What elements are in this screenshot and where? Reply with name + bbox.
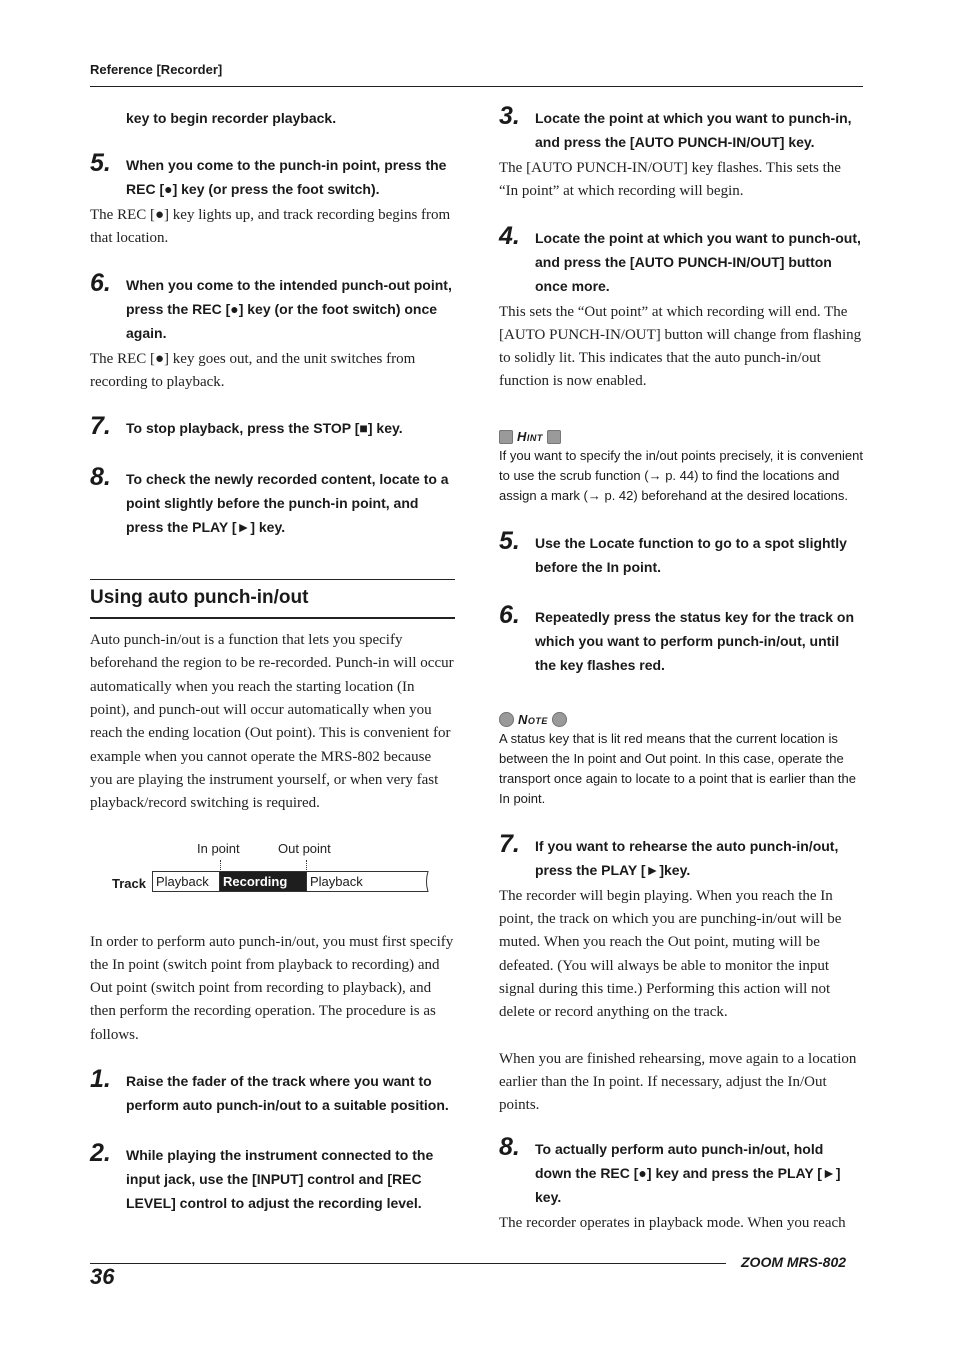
step-body: The recorder will begin playing. When you reach the In point, the track on which you are punching-in/out will be muted. When you reach the Out point, muting will be defeated. (You will always be able to monitor the input signal during this time.) Performing this action will not delete or record anything on the track. <box>499 887 842 1021</box>
track-end-curve <box>422 871 432 892</box>
step-number: 7. <box>90 412 111 441</box>
step-6 <box>499 600 863 677</box>
out-point-label: Out point <box>278 840 331 856</box>
step-number: 3. <box>499 102 520 130</box>
section-title: Using auto punch-in/out <box>90 587 309 609</box>
left-column <box>90 100 455 1215</box>
section-heading-block <box>90 579 455 619</box>
step-number: 6. <box>90 268 111 297</box>
step-instruction: To stop playback, press the STOP [■] key. <box>126 420 403 437</box>
hint-box <box>499 428 863 506</box>
note-circle-icon <box>499 712 514 727</box>
step-instruction: When you come to the punch-in point, press the REC [●] key (or press the foot switch). <box>126 157 447 197</box>
step-body: The recorder operates in playback mode. When you reach <box>499 1215 846 1232</box>
segment-recording: Recording <box>219 871 307 892</box>
section-rule <box>90 617 455 619</box>
step-instruction: Repeatedly press the status key for the track on which you want to perform punch-in/out, until the key flashes red. <box>535 608 854 673</box>
in-point-label: In point <box>197 840 240 856</box>
hint-square-icon <box>499 430 513 444</box>
step-5 <box>499 526 863 579</box>
step-instruction: Locate the point at which you want to punch-in, and press the [AUTO PUNCH-IN/OUT] key. <box>535 110 852 150</box>
step-instruction: When you come to the intended punch-out point, press the REC [●] key (or the foot switch) once again. <box>126 276 452 341</box>
step-7 <box>90 412 455 441</box>
track-label: Track <box>112 875 146 891</box>
step-3 <box>499 102 863 154</box>
hint-tag <box>499 428 863 446</box>
step-instruction: To check the newly recorded content, locate to a point slightly before the punch-in point, and press the PLAY [►] key. <box>126 471 449 536</box>
step-number: 2. <box>90 1139 111 1168</box>
step-4 <box>499 221 863 298</box>
step-1 <box>90 1065 455 1117</box>
header-rule <box>90 86 863 87</box>
step-5 <box>90 149 455 201</box>
intro-paragraph: Auto punch-in/out is a function that lets you specify beforehand the region to be re-recorded. Punch-in will occur automatically when you reach the starting location (In point), and punch-out will occur automatically when you reach the ending location (Out point). This is convenient for example when you cannot operate the MRS-802 because you are playing the instrument yourself, or when very fast playback/record switching is required. <box>90 632 454 812</box>
hint-text: If you want to specify the in/out points precisely, it is convenient to use the scrub function (→ p. 44) to find the locations and assign a mark (→ p. 42) beforehand at the desired locations. <box>499 447 863 503</box>
step-instruction: Use the Locate function to go to a spot slightly before the In point. <box>535 534 847 575</box>
step-body: The REC [●] key goes out, and the unit switches from recording to playback. <box>90 350 416 390</box>
note-label: Note <box>518 712 548 728</box>
segment-playback: Playback <box>306 871 424 892</box>
note-tag <box>499 711 863 729</box>
footer-brand: ZOOM MRS-802 <box>741 1254 847 1270</box>
hint-label: Hint <box>517 429 543 445</box>
footer-rule <box>90 1263 726 1264</box>
step-8 <box>499 1133 863 1209</box>
step-number: 8. <box>499 1133 520 1162</box>
step-number: 6. <box>499 600 520 629</box>
right-column <box>499 100 863 1236</box>
step-body: The REC [●] key lights up, and track recording begins from that location. <box>90 207 451 247</box>
punch-diagram <box>112 841 455 903</box>
step-instruction: While playing the instrument connected to the input jack, use the [INPUT] control and [REC LEVEL] control to adjust the recording level. <box>126 1147 434 1212</box>
step-number: 4. <box>499 221 520 250</box>
step-number: 7. <box>499 829 520 858</box>
running-header: Reference [Recorder] <box>90 62 223 77</box>
procedure-paragraph: In order to perform auto punch-in/out, you must first specify the In point (switch point from playback to recording) and Out point (switch point from recording to playback), and then perform the recording operation. The procedure is as follows. <box>90 933 454 1043</box>
step-body: The [AUTO PUNCH-IN/OUT] key flashes. This sets the “In point” at which recording will begin. <box>499 160 841 200</box>
step-7 <box>499 829 863 882</box>
segment-playback: Playback <box>152 871 221 892</box>
note-box <box>499 711 863 809</box>
step-8 <box>90 463 455 539</box>
page-number: 36 <box>90 1264 115 1289</box>
step-instruction: Locate the point at which you want to punch-out, and press the [AUTO PUNCH-IN/OUT] button once more. <box>535 229 861 294</box>
step-instruction: If you want to rehearse the auto punch-in/out, press the PLAY [►]key. <box>535 837 839 878</box>
note-circle-icon <box>552 712 567 727</box>
step-instruction: To actually perform auto punch-in/out, hold down the REC [●] key and press the PLAY [►] key. <box>535 1141 841 1206</box>
step-number: 5. <box>499 526 520 555</box>
step-6 <box>90 268 455 345</box>
step-number: 8. <box>90 463 111 492</box>
step-number: 5. <box>90 149 111 177</box>
continuation-text: key to begin recorder playback. <box>126 110 337 126</box>
step-instruction: Raise the fader of the track where you want to perform auto punch-in/out to a suitable position. <box>126 1073 449 1114</box>
step-body: This sets the “Out point” at which recording will end. The [AUTO PUNCH-IN/OUT] button will change from flashing to solidly lit. This indicates that the auto punch-in/out function is now enabled. <box>499 303 862 390</box>
step-2 <box>90 1139 455 1215</box>
step-body: When you are finished rehearsing, move again to a location earlier than the In point. If necessary, adjust the In/Out points. <box>499 1050 857 1114</box>
note-text: A status key that is lit red means that the current location is between the In point and Out point. In this case, operate the transport once again to locate to a point that is earlier than the In point. <box>499 730 857 806</box>
track-bar <box>152 871 427 892</box>
hint-square-icon <box>547 430 561 444</box>
step-number: 1. <box>90 1065 111 1094</box>
